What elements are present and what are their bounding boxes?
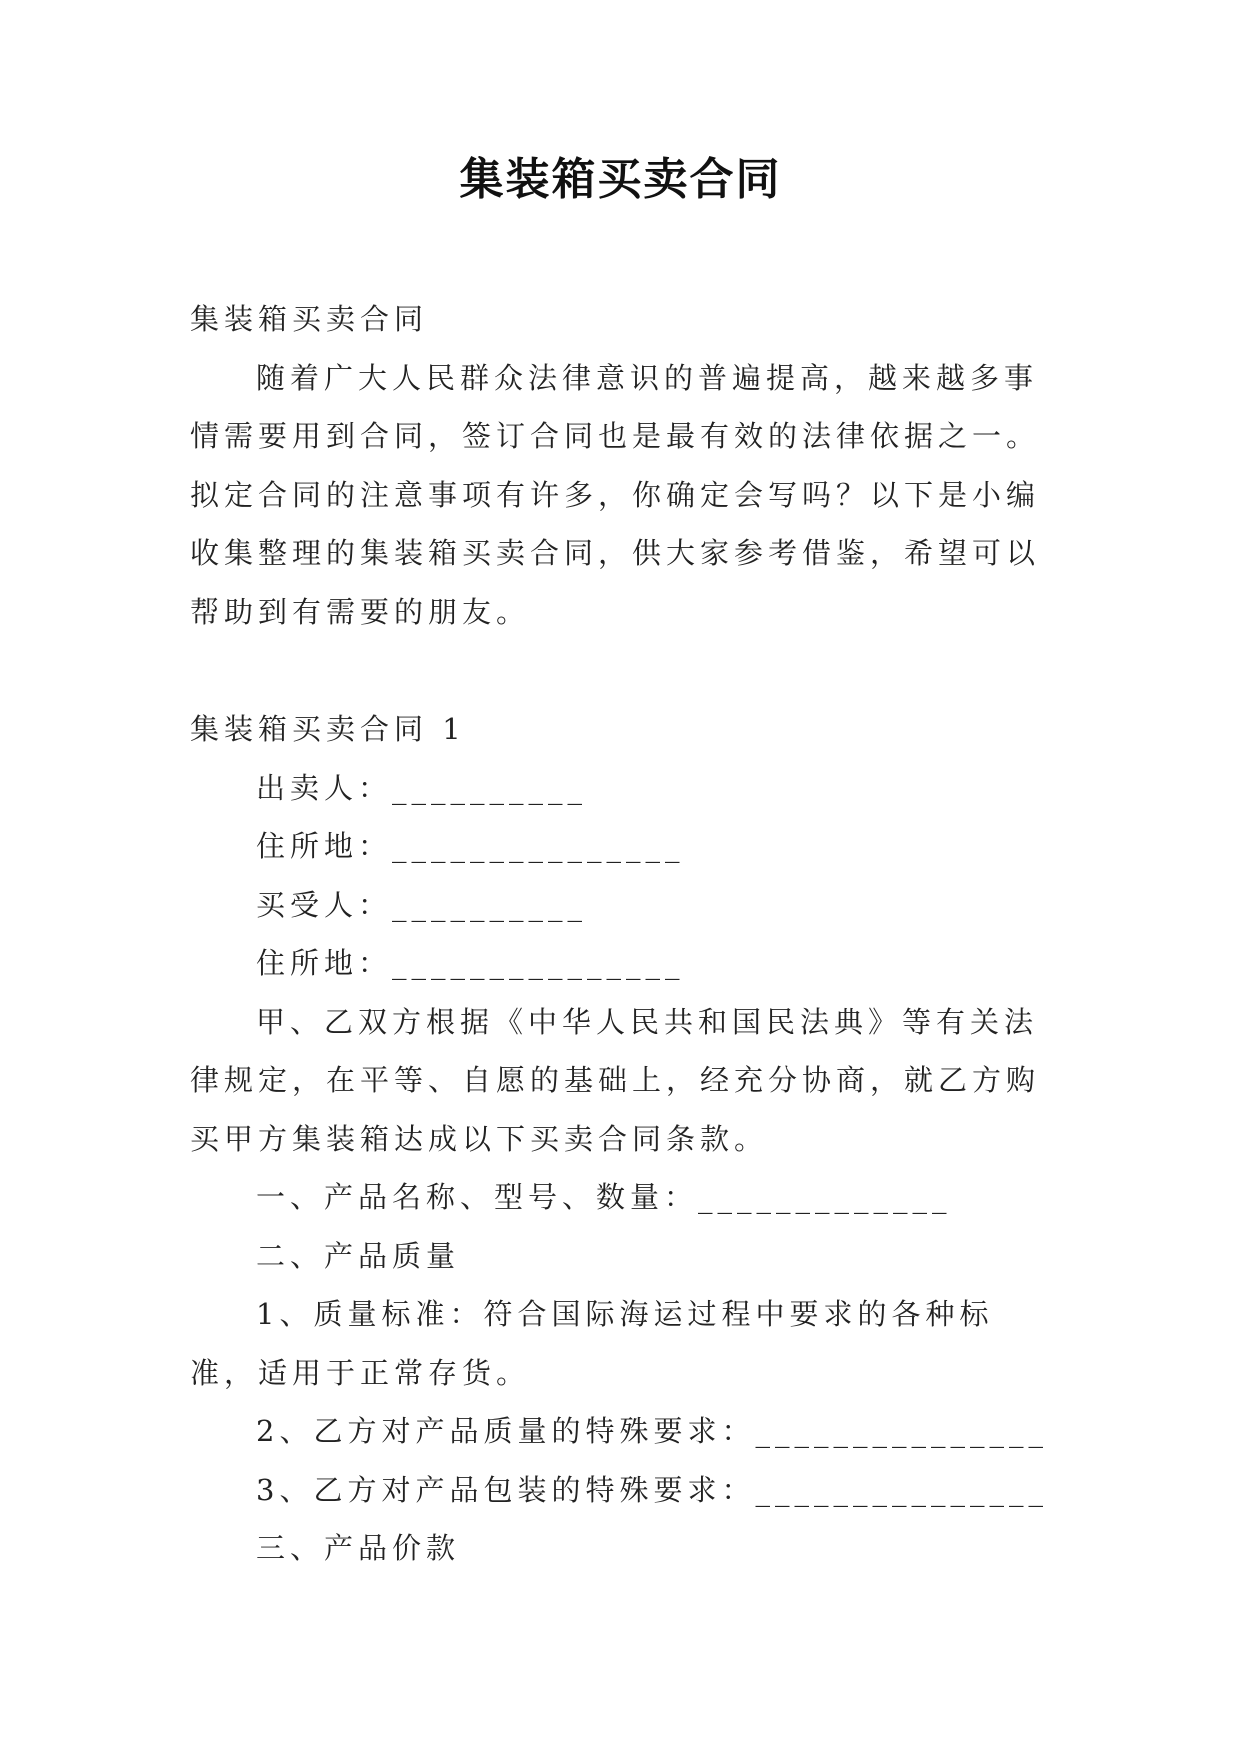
- clause-product-name: 一、产品名称、型号、数量：_____________: [256, 1180, 952, 1214]
- section-heading: 集装箱买卖合同 1: [190, 712, 466, 746]
- intro-paragraph: 随着广大人民群众法律意识的普遍提高，越来越多事情需要用到合同，签订合同也是最有效的法律依据之一。拟定合同的注意事项有许多，你确定会写吗？以下是小编收集整理的集装箱买卖合同，供大家参考借鉴，希望可以帮助到有需要的朋友。: [190, 360, 1041, 629]
- clause-product-price: 三、产品价款: [256, 1531, 461, 1565]
- seller-line: 出卖人：__________: [256, 770, 588, 805]
- clause-product-quality: 二、产品质量: [256, 1238, 461, 1273]
- subtitle: 集装箱买卖合同: [190, 302, 429, 336]
- clause-quality-standard: 1、质量标准：符合国际海运过程中要求的各种标准，适用于正常存货。: [190, 1297, 994, 1390]
- clause-packaging-requirement: 3、乙方对产品包装的特殊要求：_______________: [256, 1472, 1048, 1507]
- seller-address-line: 住所地：_______________: [256, 829, 685, 863]
- agreement-paragraph: 甲、乙双方根据《中华人民共和国民法典》等有关法律规定，在平等、自愿的基础上，经充分协商，就乙方购买甲方集装箱达成以下买卖合同条款。: [190, 1004, 1041, 1156]
- document-body: [190, 290, 1060, 1578]
- buyer-address-line: 住所地：_______________: [256, 946, 685, 980]
- buyer-line: 买受人：__________: [256, 887, 588, 922]
- document-title: 集装箱买卖合同: [459, 154, 782, 205]
- clause-quality-requirement: 2、乙方对产品质量的特殊要求：_______________: [256, 1414, 1048, 1448]
